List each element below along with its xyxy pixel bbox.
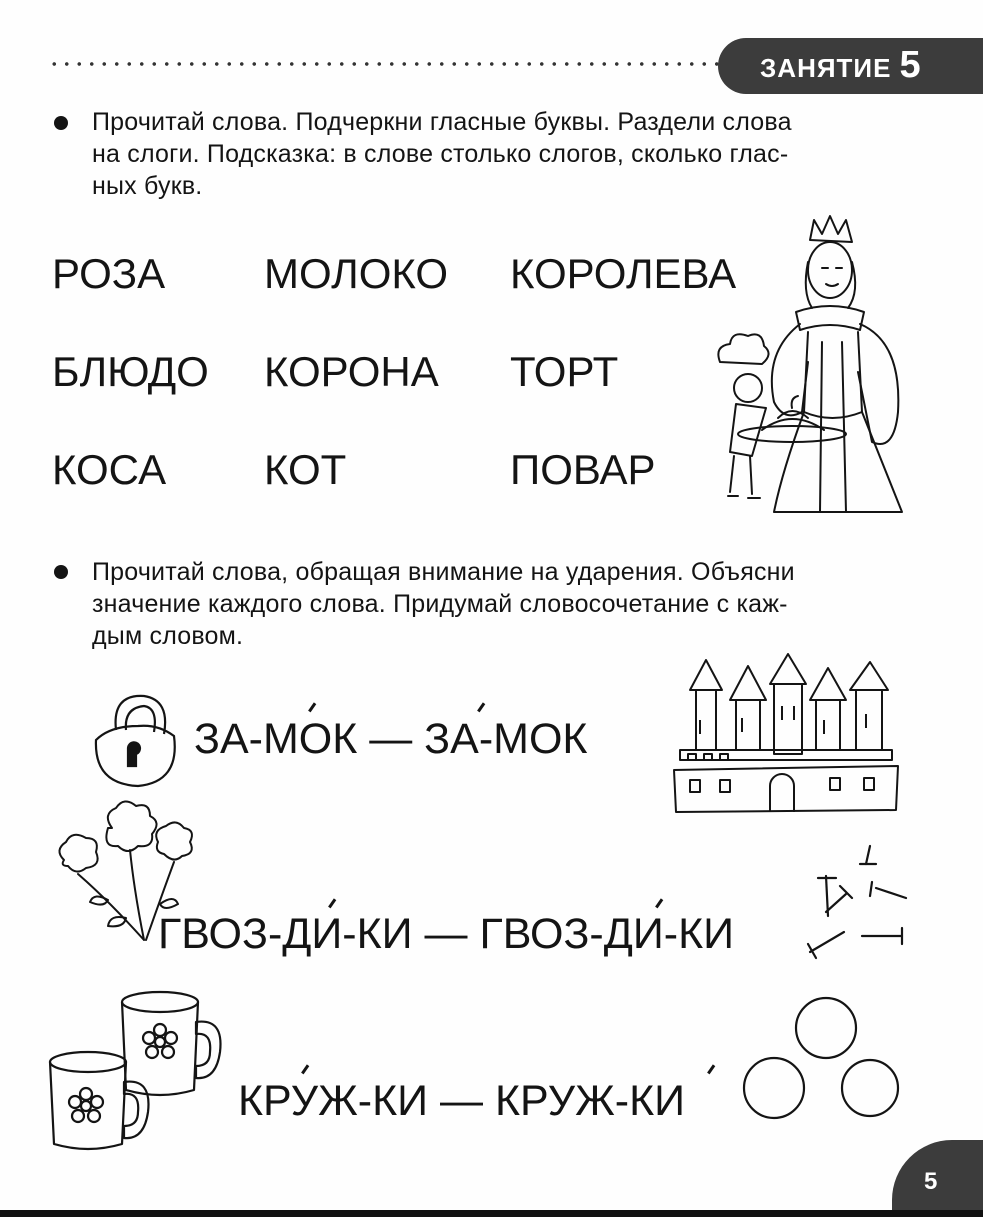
word-pair-text: ГВОЗ-ДИ-КИ — ГВОЗ-ДИ-КИ: [158, 910, 735, 958]
stress-mark: [308, 702, 316, 712]
stress-mark: [301, 1064, 309, 1074]
word-item: КОРОНА: [264, 348, 439, 395]
nails-illustration: [806, 840, 916, 960]
queen-and-cook-illustration: [712, 212, 912, 522]
stress-mark: [328, 898, 336, 908]
word-item: ПОВАР: [510, 446, 656, 493]
instruction-line: Прочитай слова, обращая внимание на ударения. Объясни: [92, 558, 795, 586]
task-2-instruction: [92, 556, 795, 652]
word-item: РОЗА: [52, 250, 166, 297]
stress-mark: [655, 898, 663, 908]
task-1-instruction: [92, 106, 792, 202]
page-number: 5: [924, 1168, 938, 1195]
word-item: ТОРТ: [510, 348, 619, 395]
instruction-line: Прочитай слова. Подчеркни гласные буквы. Раздели слова: [92, 108, 792, 136]
bullet-icon: [54, 565, 68, 579]
instruction-line: на слоги. Подсказка: в слове столько слогов, сколько глас-: [92, 140, 789, 168]
word-pair: [194, 714, 587, 764]
instruction-line: дым словом.: [92, 622, 244, 650]
dotted-line-decoration: [48, 62, 728, 66]
word-item: КОТ: [264, 446, 347, 493]
circles-illustration: [740, 994, 900, 1124]
page-bottom-edge: [0, 1210, 983, 1217]
word-item: БЛЮДО: [52, 348, 209, 395]
word-pair: [238, 1076, 685, 1126]
instruction-line: значение каждого слова. Придумай словосочетание с каж-: [92, 590, 788, 618]
stress-mark: [707, 1064, 715, 1074]
word-item: КОРОЛЕВА: [510, 250, 737, 297]
lesson-title: [760, 40, 922, 93]
bullet-icon: [54, 116, 68, 130]
word-pair-text: КРУЖ-КИ — КРУЖ-КИ: [238, 1077, 686, 1125]
word-pair-text: ЗА-МОК — ЗА-МОК: [194, 715, 588, 763]
page-number-tab: [892, 1140, 983, 1217]
castle-illustration: [670, 660, 902, 820]
padlock-illustration: [88, 690, 188, 790]
word-item: КОСА: [52, 446, 167, 493]
stress-mark: [477, 702, 485, 712]
mugs-illustration: [40, 982, 230, 1152]
word-item: МОЛОКО: [264, 250, 449, 297]
instruction-line: ных букв.: [92, 172, 203, 200]
word-pair: [158, 909, 734, 959]
lesson-label: ЗАНЯТИЕ: [760, 53, 892, 83]
lesson-number: 5: [899, 44, 922, 86]
